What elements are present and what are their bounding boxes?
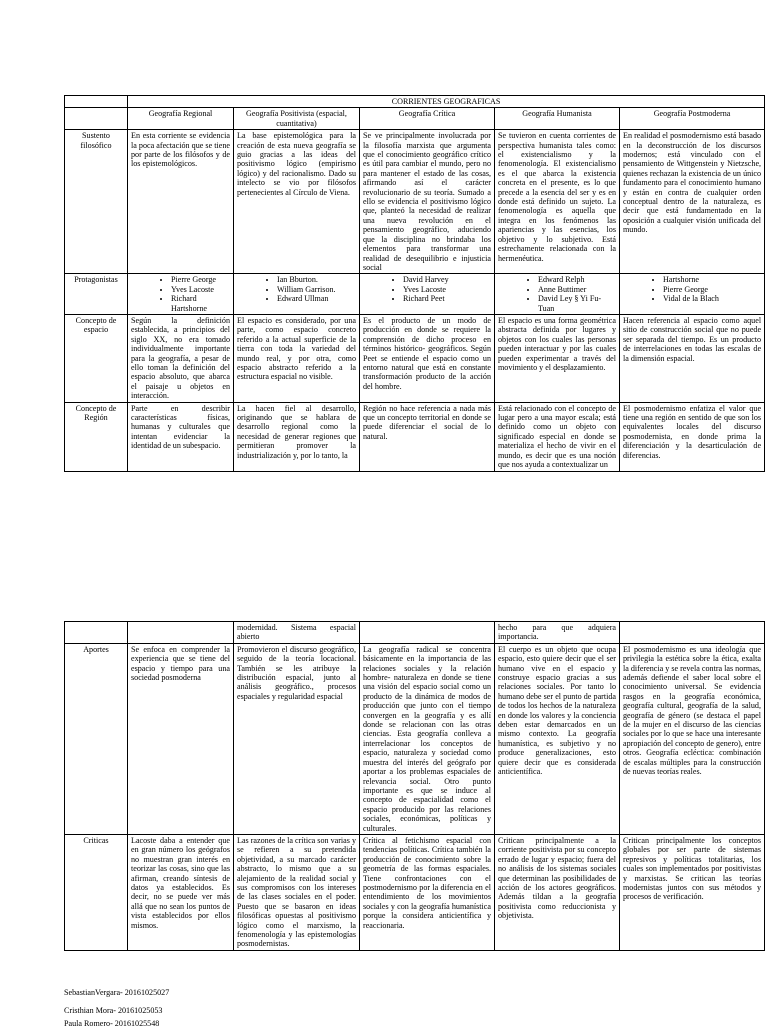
table-cell: Hacen referencia al espacio como aquel sitio de construcción social que no puede ser separada del tiempo. Es un producto de interrelaciones en todas las escalas de la dimensión espacial.: [620, 314, 765, 402]
table-cell: El posmodernismo es una ideología que privilegia la estética sobre la ética, exalta la diferencia y se revela contra las normas, además defiende el saber local sobre el conocimiento universal. Se evidencia rasgos en la geografía económica, geografía cultural, geografía de la salud, geografía de género (se destaca el papel de la mujer en el discurso de las ciencias sociales por lo que se hace una interesante apropiación del concepto de genero), entre otros. Geografía ecléctica: combinación de escalas múltiples para la construcción de nuevas teorías reales.: [620, 643, 765, 834]
list-item: • Yves Lacoste: [171, 285, 230, 294]
cell-text: Región no hace referencia a nada más que un concepto territorial en donde se puede diferenciar el social de lo natural.: [363, 403, 491, 441]
signature-line: SebastianVergara- 20161025027: [64, 988, 170, 997]
row-label: Concepto de espacio: [65, 314, 128, 402]
list-item: • David Ley § Yi Fu-Tuan: [538, 294, 616, 313]
corrientes-table-part1: [64, 95, 765, 472]
corner-cell: [65, 96, 128, 108]
table-cell: [620, 274, 765, 315]
table-cell: En esta corriente se evidencia la poca afectación que se tiene por parte de los filósofos y de los epistemológicos.: [128, 130, 234, 274]
cell-text: El posmodernismo enfatiza el valor que tiene una región en sentido de que son los equivalentes locales del discurso posmodernista, en donde prima la diferenciación y la desarticulación de diferencias.: [623, 403, 762, 460]
row-label: Aportes: [65, 643, 128, 834]
table-cell: La geografía radical se concentra básicamente en la importancia de las relaciones sociales y la relación hombre- naturaleza en donde se tiene una visión del espacio social como un producto de la dinámica de modos de producción que junto con el tiempo convergen en la geografía y es allí donde se relacionan con las otras ciencias. Esta geografía conlleva a interrelacionar los conceptos de espacio, naturaleza y sociedad como muestra del interés del geógrafo por aportar a los problemas espaciales de relevancia social. Otro punto importante es que se induce al concepto de espacialidad como el espacio producido por las relaciones sociales, económicas, políticas y culturales.: [360, 643, 495, 834]
continuation-row: [65, 622, 765, 644]
table-cell: [495, 274, 620, 315]
row-label: Concepto de Región: [65, 402, 128, 471]
table-cell: Las razones de la crítica son varias y se refieren a su pretendida objetividad, a su marcado carácter abstracto, lo mismo que a su alejamiento de la realidad social y sus compromisos con los intereses de las clases sociales en el poder. Puesto que se basaron en ideas filosóficas opuestas al positivismo lógico como el marxismo, la fenomenología y las epistemologías posmodernistas.: [234, 834, 360, 950]
protagonist-list: [363, 275, 491, 303]
table-cell: Critican principalmente los conceptos globales por ser parte de sistemas represivos y políticas totalitarias, los cuales son implementados por positivistas y marxistas. Se critican las teorías modernistas juntos con sus métodos y procesos de verificación.: [620, 834, 765, 950]
row-label: Criticas: [65, 834, 128, 950]
protagonist-list: [237, 275, 356, 303]
table-cell: El espacio es una forma geométrica abstracta definida por lugares y objetos con los cuales las personas pueden interactuar y por las cuales pueden experimentar a través del movimiento y el desplazamiento.: [495, 314, 620, 402]
table-cell: [128, 402, 234, 471]
table-cell: [128, 274, 234, 315]
cell-text: Parte en describir características físicas, humanas y culturales que intentan evidenciar la identidad de un subespacio.: [131, 403, 230, 451]
table-row: [65, 834, 765, 950]
table-cell: [234, 402, 360, 471]
table-cell: [620, 622, 765, 644]
table-row: [65, 314, 765, 402]
table-row: [65, 274, 765, 315]
table-cell: hecho para que adquiera importancia.: [495, 622, 620, 644]
column-header: Geografía Crítica: [360, 108, 495, 130]
signature-line: Paula Romero- 20161025548: [64, 1019, 160, 1028]
table-cell: Se enfoca en comprender la experiencia que se tiene del espacio y tiempo para una sociedad posmoderna: [128, 643, 234, 834]
table-cell: [65, 622, 128, 644]
table-cell: [360, 274, 495, 315]
list-item: • Edward Relph: [538, 275, 616, 284]
list-item: • Hartshorne: [663, 275, 761, 284]
corrientes-table-part2: [64, 621, 765, 951]
table-row: [65, 643, 765, 834]
table-cell: [128, 622, 234, 644]
cell-text: Está relacionado con el concepto de lugar pero a una mayor escala; está definido como un objeto con significado especial en donde se materializa el hecho de vivir en el mundo, es decir que es una noción que nos ayuda a contextualizar un: [498, 403, 616, 470]
table-cell: Lacoste daba a entender que en gran número los geógrafos no muestran gran interés en teorizar las cosas, sino que las afirman, creando síntesis de datos ya establecidos. Es decir, no se puede ver más allá que no sean los puntos de vista establecidos por ellos mismos.: [128, 834, 234, 950]
table-cell: [495, 402, 620, 471]
header-row: [65, 108, 765, 130]
cell-text: La hacen fiel al desarrollo, originando que se hablara de desarrollo regional como la necesidad de generar regiones que permitieran promover la industrialización y, por lo tanto, la: [237, 403, 356, 460]
row-label: Protagonistas: [65, 274, 128, 315]
table-cell: En realidad el posmodernismo está basado en la deconstrucción de los discursos modernos; está vinculado con el pensamiento de Wittgenstein y Nietzsche, quienes rechazan la existencia de un único fundamento para el conocimiento humano y están en contra de cualquier orden conceptual dentro de la naturaleza, es decir que está fundamentado en la oposición a cualquier visión unificada del mundo.: [620, 130, 765, 274]
list-item: • Ian Bburton.: [277, 275, 356, 284]
table-row: [65, 402, 765, 471]
title-row: [65, 96, 765, 108]
table-cell: Promovieron el discurso geográfico, seguido de la teoría locacional. También se les atribuye la distribución espacial, junto al análisis geográfico., procesos espaciales y regularidad espacial: [234, 643, 360, 834]
protagonist-list: [623, 275, 761, 303]
list-item: • David Harvey: [403, 275, 491, 284]
list-item: • Richard Peet: [403, 294, 491, 303]
table-row: [65, 130, 765, 274]
list-item: • William Garrison.: [277, 285, 356, 294]
table-cell: [360, 402, 495, 471]
protagonist-list: [498, 275, 616, 313]
list-item: • Pierre George: [663, 285, 761, 294]
table-cell: Crítica al fetichismo espacial con tendencias políticas. Crítica también la producción de conocimiento sobre la geometría de las formas espaciales. Tiene confrontaciones con el postmodernismo por la diferencia en el entendimiento de los movimientos sociales y con la geografía humanística porque la considera anticientífica y reaccionaria.: [360, 834, 495, 950]
table-cell: El espacio es considerado, por una parte, como espacio concreto referido a la actual superficie de la tierra con toda la variedad del mundo real, y por otra, como espacio abstracto referido a la estructura espacial no visible.: [234, 314, 360, 402]
list-item: • Anne Buttimer: [538, 285, 616, 294]
table-cell: La base epistemológica para la creación de esta nueva geografía se guio gracias a las ideas del positivismo lógico (empirismo lógico) y del racionalismo. Dado su intelecto se vio por filósofos pertenecientes al Círculo de Viena.: [234, 130, 360, 274]
column-header: Geografía Regional: [128, 108, 234, 130]
list-item: • Pierre George: [171, 275, 230, 284]
table-cell: [360, 622, 495, 644]
table-cell: Se tuvieron en cuenta corrientes de perspectiva humanista tales como: el existencialismo y la fenomenología. El existencialismo es el que abarca la existencia concreta en el presente, es lo que precede a la esencia del ser y es en donde está definido un sujeto. La fenomenología es aquella que integra en los fenómenos las apariencias y las esencias, los objetivo y lo subjetivo. Está estrechamente relacionada con la hermenéutica.: [495, 130, 620, 274]
table-title: CORRIENTES GEOGRAFICAS: [128, 96, 765, 108]
table-cell: [620, 402, 765, 471]
corner-cell: [65, 108, 128, 130]
list-item: • Edward Ullman: [277, 294, 356, 303]
column-header: Geografía Postmoderna: [620, 108, 765, 130]
list-item: • Richard Hartshorne: [171, 294, 230, 313]
table-cell: Critican principalmente a la corriente positivista por su concepto errado de lugar y espacio; fuera del no análisis de los sistemas sociales que determinan las posibilidades de acción de los actores geográficos. Además tildan a la geografía positivista como reduccionista y objetivista.: [495, 834, 620, 950]
protagonist-list: [131, 275, 230, 313]
table-cell: Es el producto de un modo de producción en donde se requiere la comprensión de dicho proceso en términos histórico- geográficos. Según Peet se entiende el espacio como un entorno natural que está en constante transformación producto de la acción del hombre.: [360, 314, 495, 402]
row-label: Sustento filosófico: [65, 130, 128, 274]
list-item: • Vidal de la Blach: [663, 294, 761, 303]
table-cell: Se ve principalmente involucrada por la filosofía marxista que argumenta que el conocimiento geográfico crítico es útil para cambiar el mundo, pero no para mantener el estado de las cosas, afirmando así el carácter revolucionario de su teoría. Sumado a ello se evidencia el positivismo lógico que, planteó la necesidad de realizar una nueva revolución en el pensamiento geográfico, aduciendo que la disciplina no brindaba los elementos para transformar una realidad de desequilibrio e injusticia social: [360, 130, 495, 274]
table-cell: Según la definición establecida, a principios del siglo XX, no era tomado individualmente importante para la geografía, a pesar de ello toman la definición del espacio absoluto, que abarca el paisaje u objetos en interacción.: [128, 314, 234, 402]
column-header: Geografía Positivista (espacial, cuantitativa): [234, 108, 360, 130]
table-cell: [234, 274, 360, 315]
signature-line: Cristhian Mora- 20161025053: [64, 1006, 163, 1015]
list-item: • Yves Lacoste: [403, 285, 491, 294]
column-header: Geografía Humanista: [495, 108, 620, 130]
table-cell: El cuerpo es un objeto que ocupa espacio, esto quiere decir que el ser humano vive en el espacio y construye espacio gracias a sus relaciones sociales. Por tanto lo humano debe ser el punto de partida de todos los hechos de la naturaleza en donde los valores y la conciencia deben estar demarcados en un mismo contexto. La geografía humanística, es subjetivo y no produce generalizaciones, esto quiere decir que es considerada anticientífica.: [495, 643, 620, 834]
table-cell: modernidad. Sistema espacial abierto: [234, 622, 360, 644]
